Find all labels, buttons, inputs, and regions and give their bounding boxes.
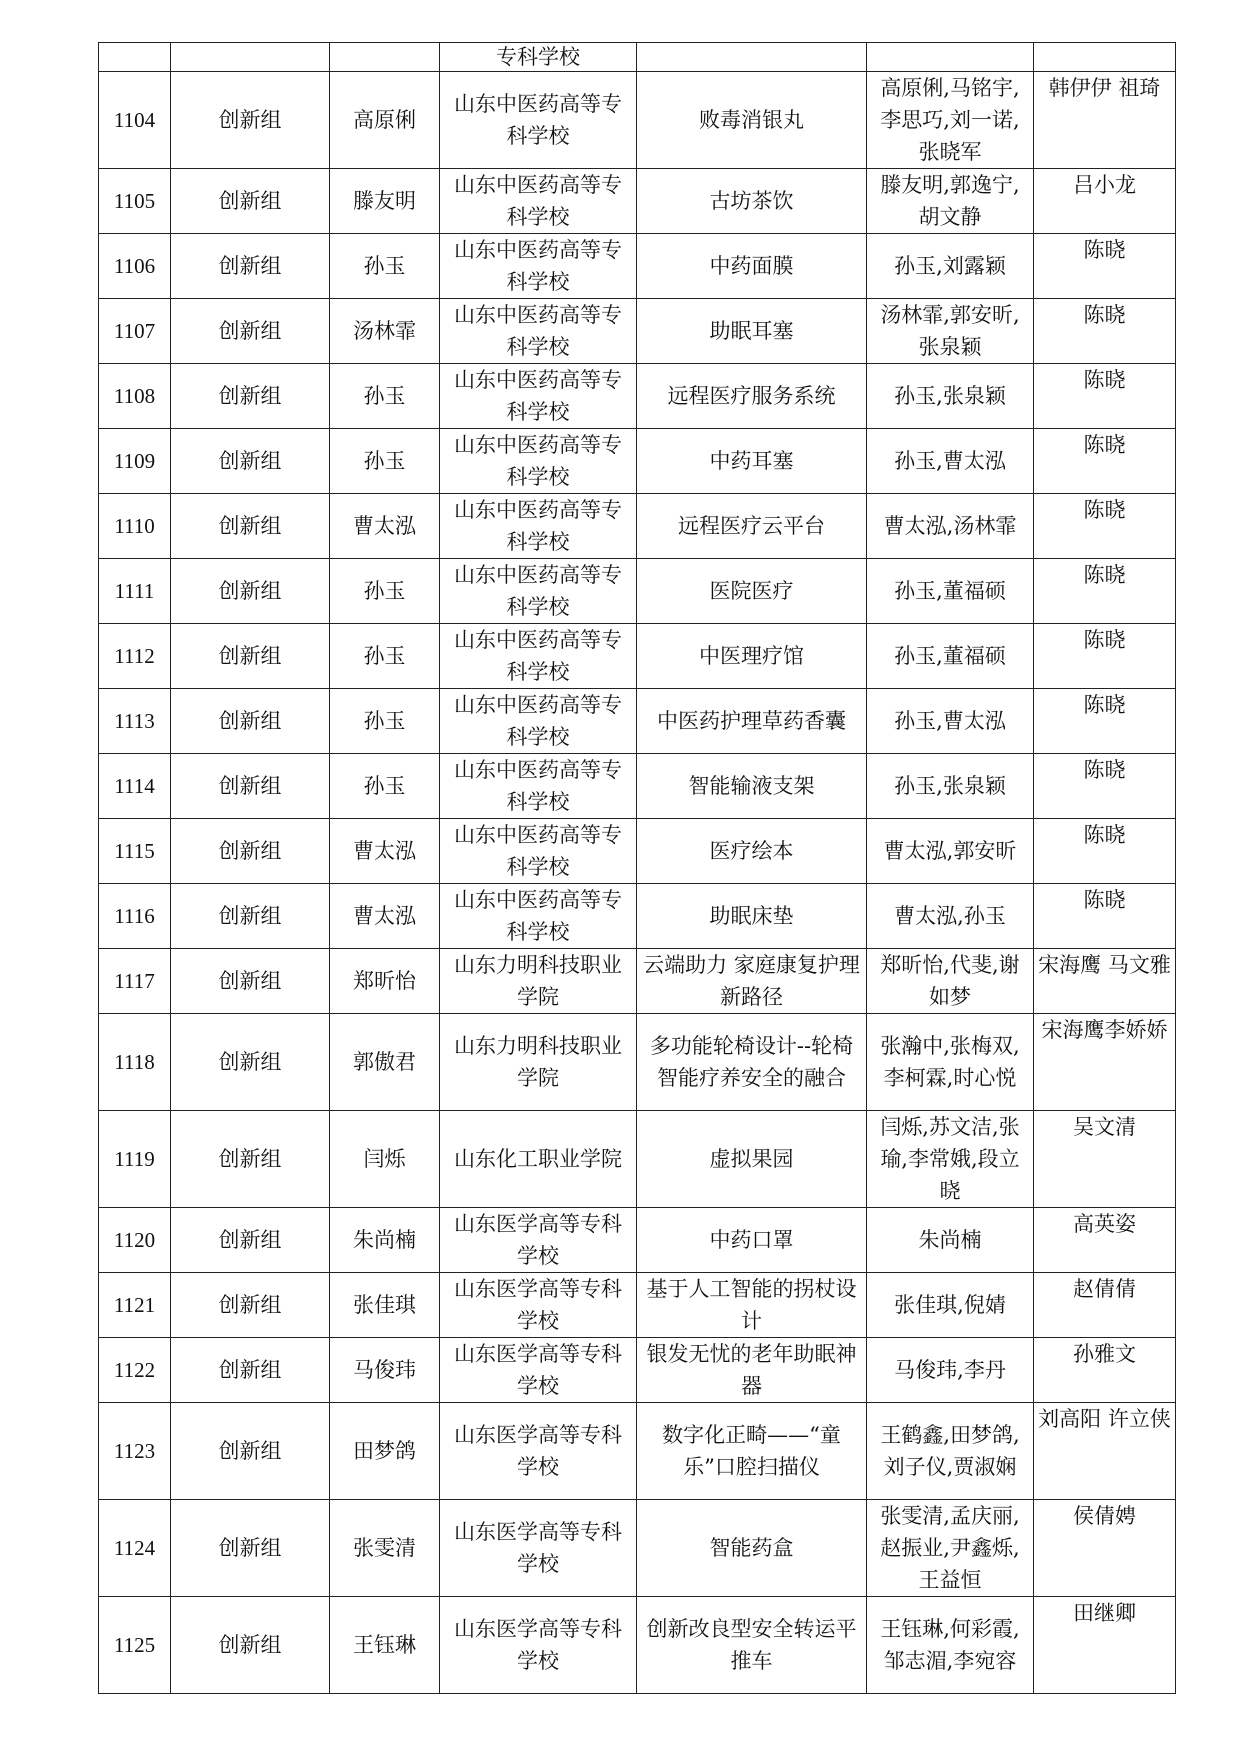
table-row	[99, 72, 1176, 169]
row-members-cell: 孙玉,董福硕	[867, 559, 1034, 624]
row-school-cell: 山东中医药高等专科学校	[440, 364, 637, 429]
row-id-cell: 1115	[99, 819, 171, 884]
row-project-cell: 多功能轮椅设计--轮椅智能疗养安全的融合	[637, 1014, 867, 1111]
row-project-cell: 创新改良型安全转运平推车	[637, 1597, 867, 1694]
row-project-cell: 败毒消银丸	[637, 72, 867, 169]
row-members-cell: 高原俐,马铭宇,李思巧,刘一诺,张晓军	[867, 72, 1034, 169]
row-leader-cell: 曹太泓	[330, 819, 440, 884]
row-mentor-cell: 陈晓	[1034, 364, 1176, 429]
row-mentor-cell: 陈晓	[1034, 299, 1176, 364]
row-school-cell: 山东中医药高等专科学校	[440, 169, 637, 234]
row-members-cell: 郑昕怡,代斐,谢如梦	[867, 949, 1034, 1014]
row-members-cell: 孙玉,董福硕	[867, 624, 1034, 689]
continued-leader-cell	[330, 43, 440, 72]
row-id-cell: 1118	[99, 1014, 171, 1111]
row-group-cell: 创新组	[171, 299, 330, 364]
row-leader-cell: 孙玉	[330, 624, 440, 689]
row-school-cell: 山东中医药高等专科学校	[440, 429, 637, 494]
row-id-cell: 1122	[99, 1338, 171, 1403]
table-row	[99, 234, 1176, 299]
row-school-cell: 山东医学高等专科学校	[440, 1273, 637, 1338]
row-id-cell: 1120	[99, 1208, 171, 1273]
row-school-cell: 山东中医药高等专科学校	[440, 754, 637, 819]
row-project-cell: 智能输液支架	[637, 754, 867, 819]
row-mentor-cell: 陈晓	[1034, 689, 1176, 754]
row-members-cell: 曹太泓,汤林霏	[867, 494, 1034, 559]
row-group-cell: 创新组	[171, 754, 330, 819]
row-school-cell: 山东医学高等专科学校	[440, 1597, 637, 1694]
table-row	[99, 299, 1176, 364]
row-id-cell: 1105	[99, 169, 171, 234]
row-leader-cell: 孙玉	[330, 429, 440, 494]
row-group-cell: 创新组	[171, 819, 330, 884]
table-row	[99, 364, 1176, 429]
table-row	[99, 1111, 1176, 1208]
row-mentor-cell: 吴文清	[1034, 1111, 1176, 1208]
row-mentor-cell: 孙雅文	[1034, 1338, 1176, 1403]
row-mentor-cell: 陈晓	[1034, 234, 1176, 299]
row-members-cell: 孙玉,刘露颖	[867, 234, 1034, 299]
row-group-cell: 创新组	[171, 1273, 330, 1338]
row-mentor-cell: 田继卿	[1034, 1597, 1176, 1694]
row-members-cell: 孙玉,张泉颖	[867, 754, 1034, 819]
row-id-cell: 1116	[99, 884, 171, 949]
continued-mentor-cell	[1034, 43, 1176, 72]
row-school-cell: 山东中医药高等专科学校	[440, 689, 637, 754]
row-mentor-cell: 陈晓	[1034, 819, 1176, 884]
row-group-cell: 创新组	[171, 72, 330, 169]
row-id-cell: 1108	[99, 364, 171, 429]
row-group-cell: 创新组	[171, 884, 330, 949]
continued-members-cell	[867, 43, 1034, 72]
row-school-cell: 山东中医药高等专科学校	[440, 624, 637, 689]
row-mentor-cell: 宋海鹰 马文雅	[1034, 949, 1176, 1014]
row-id-cell: 1104	[99, 72, 171, 169]
row-members-cell: 马俊玮,李丹	[867, 1338, 1034, 1403]
row-members-cell: 孙玉,曹太泓	[867, 429, 1034, 494]
row-leader-cell: 王钰琳	[330, 1597, 440, 1694]
row-group-cell: 创新组	[171, 234, 330, 299]
row-leader-cell: 滕友明	[330, 169, 440, 234]
row-group-cell: 创新组	[171, 624, 330, 689]
row-members-cell: 闫烁,苏文洁,张瑜,李常娥,段立晓	[867, 1111, 1034, 1208]
row-mentor-cell: 韩伊伊 祖琦	[1034, 72, 1176, 169]
row-mentor-cell: 刘高阳 许立侠	[1034, 1403, 1176, 1500]
row-id-cell: 1124	[99, 1500, 171, 1597]
row-members-cell: 王鹤鑫,田梦鸽,刘子仪,贾淑娴	[867, 1403, 1034, 1500]
row-leader-cell: 郭傲君	[330, 1014, 440, 1111]
table-row	[99, 1500, 1176, 1597]
row-group-cell: 创新组	[171, 1338, 330, 1403]
row-leader-cell: 孙玉	[330, 364, 440, 429]
row-school-cell: 山东中医药高等专科学校	[440, 494, 637, 559]
row-project-cell: 医疗绘本	[637, 819, 867, 884]
table-row	[99, 624, 1176, 689]
row-school-cell: 山东医学高等专科学校	[440, 1403, 637, 1500]
row-id-cell: 1119	[99, 1111, 171, 1208]
row-members-cell: 张佳琪,倪婧	[867, 1273, 1034, 1338]
row-leader-cell: 郑昕怡	[330, 949, 440, 1014]
table-row	[99, 884, 1176, 949]
row-project-cell: 云端助力 家庭康复护理新路径	[637, 949, 867, 1014]
row-members-cell: 汤林霏,郭安昕,张泉颖	[867, 299, 1034, 364]
row-school-cell: 山东中医药高等专科学校	[440, 234, 637, 299]
table-row	[99, 689, 1176, 754]
row-project-cell: 基于人工智能的拐杖设计	[637, 1273, 867, 1338]
row-id-cell: 1117	[99, 949, 171, 1014]
row-school-cell: 山东中医药高等专科学校	[440, 559, 637, 624]
row-project-cell: 远程医疗云平台	[637, 494, 867, 559]
row-members-cell: 张雯清,孟庆丽,赵振业,尹鑫烁,王益恒	[867, 1500, 1034, 1597]
row-id-cell: 1125	[99, 1597, 171, 1694]
row-school-cell: 山东中医药高等专科学校	[440, 72, 637, 169]
continued-group-cell	[171, 43, 330, 72]
table-row	[99, 494, 1176, 559]
row-mentor-cell: 陈晓	[1034, 884, 1176, 949]
row-project-cell: 银发无忧的老年助眠神器	[637, 1338, 867, 1403]
row-id-cell: 1110	[99, 494, 171, 559]
row-group-cell: 创新组	[171, 169, 330, 234]
row-leader-cell: 汤林霏	[330, 299, 440, 364]
table-row	[99, 819, 1176, 884]
table-row	[99, 169, 1176, 234]
row-id-cell: 1106	[99, 234, 171, 299]
row-project-cell: 助眠床垫	[637, 884, 867, 949]
row-mentor-cell: 陈晓	[1034, 429, 1176, 494]
table-row	[99, 1597, 1176, 1694]
row-project-cell: 远程医疗服务系统	[637, 364, 867, 429]
award-roster-table	[98, 42, 1176, 1694]
row-school-cell: 山东中医药高等专科学校	[440, 819, 637, 884]
row-group-cell: 创新组	[171, 1500, 330, 1597]
row-group-cell: 创新组	[171, 949, 330, 1014]
row-members-cell: 孙玉,张泉颖	[867, 364, 1034, 429]
row-project-cell: 助眠耳塞	[637, 299, 867, 364]
row-members-cell: 曹太泓,孙玉	[867, 884, 1034, 949]
row-leader-cell: 孙玉	[330, 689, 440, 754]
row-id-cell: 1123	[99, 1403, 171, 1500]
row-school-cell: 山东中医药高等专科学校	[440, 884, 637, 949]
row-mentor-cell: 吕小龙	[1034, 169, 1176, 234]
row-project-cell: 中医理疗馆	[637, 624, 867, 689]
row-project-cell: 中医药护理草药香囊	[637, 689, 867, 754]
table-row	[99, 949, 1176, 1014]
row-group-cell: 创新组	[171, 1111, 330, 1208]
row-mentor-cell: 陈晓	[1034, 559, 1176, 624]
table-row	[99, 754, 1176, 819]
row-mentor-cell: 宋海鹰李娇娇	[1034, 1014, 1176, 1111]
row-school-cell: 山东化工职业学院	[440, 1111, 637, 1208]
row-id-cell: 1114	[99, 754, 171, 819]
row-group-cell: 创新组	[171, 494, 330, 559]
row-members-cell: 王钰琳,何彩霞,邹志湄,李宛容	[867, 1597, 1034, 1694]
row-group-cell: 创新组	[171, 1208, 330, 1273]
row-id-cell: 1107	[99, 299, 171, 364]
row-leader-cell: 闫烁	[330, 1111, 440, 1208]
row-project-cell: 中药面膜	[637, 234, 867, 299]
row-leader-cell: 曹太泓	[330, 884, 440, 949]
row-leader-cell: 田梦鸽	[330, 1403, 440, 1500]
continued-id-cell	[99, 43, 171, 72]
row-group-cell: 创新组	[171, 1403, 330, 1500]
roster-body	[99, 43, 1176, 1694]
continued-school-cell: 专科学校	[440, 43, 637, 72]
row-mentor-cell: 赵倩倩	[1034, 1273, 1176, 1338]
table-row	[99, 1403, 1176, 1500]
row-school-cell: 山东医学高等专科学校	[440, 1208, 637, 1273]
row-mentor-cell: 陈晓	[1034, 494, 1176, 559]
continued-row	[99, 43, 1176, 72]
row-id-cell: 1113	[99, 689, 171, 754]
row-group-cell: 创新组	[171, 559, 330, 624]
row-school-cell: 山东医学高等专科学校	[440, 1338, 637, 1403]
row-mentor-cell: 陈晓	[1034, 624, 1176, 689]
row-leader-cell: 朱尚楠	[330, 1208, 440, 1273]
row-mentor-cell: 侯倩娉	[1034, 1500, 1176, 1597]
row-leader-cell: 孙玉	[330, 559, 440, 624]
row-leader-cell: 张佳琪	[330, 1273, 440, 1338]
row-members-cell: 张瀚中,张梅双,李柯霖,时心悦	[867, 1014, 1034, 1111]
row-leader-cell: 马俊玮	[330, 1338, 440, 1403]
table-row	[99, 1208, 1176, 1273]
row-leader-cell: 张雯清	[330, 1500, 440, 1597]
row-members-cell: 孙玉,曹太泓	[867, 689, 1034, 754]
row-group-cell: 创新组	[171, 364, 330, 429]
table-row	[99, 1338, 1176, 1403]
row-mentor-cell: 陈晓	[1034, 754, 1176, 819]
row-school-cell: 山东中医药高等专科学校	[440, 299, 637, 364]
row-leader-cell: 孙玉	[330, 754, 440, 819]
table-row	[99, 1273, 1176, 1338]
row-leader-cell: 孙玉	[330, 234, 440, 299]
row-project-cell: 中药耳塞	[637, 429, 867, 494]
row-id-cell: 1121	[99, 1273, 171, 1338]
row-id-cell: 1112	[99, 624, 171, 689]
row-project-cell: 古坊茶饮	[637, 169, 867, 234]
row-school-cell: 山东力明科技职业学院	[440, 1014, 637, 1111]
row-members-cell: 曹太泓,郭安昕	[867, 819, 1034, 884]
row-id-cell: 1111	[99, 559, 171, 624]
row-project-cell: 数字化正畸——“童乐”口腔扫描仪	[637, 1403, 867, 1500]
row-school-cell: 山东医学高等专科学校	[440, 1500, 637, 1597]
row-leader-cell: 曹太泓	[330, 494, 440, 559]
table-row	[99, 429, 1176, 494]
row-group-cell: 创新组	[171, 429, 330, 494]
table-row	[99, 1014, 1176, 1111]
row-group-cell: 创新组	[171, 1597, 330, 1694]
row-id-cell: 1109	[99, 429, 171, 494]
row-mentor-cell: 高英姿	[1034, 1208, 1176, 1273]
row-members-cell: 滕友明,郭逸宁,胡文静	[867, 169, 1034, 234]
row-members-cell: 朱尚楠	[867, 1208, 1034, 1273]
continued-project-cell	[637, 43, 867, 72]
row-group-cell: 创新组	[171, 1014, 330, 1111]
row-project-cell: 中药口罩	[637, 1208, 867, 1273]
table-row	[99, 559, 1176, 624]
row-school-cell: 山东力明科技职业学院	[440, 949, 637, 1014]
row-group-cell: 创新组	[171, 689, 330, 754]
row-project-cell: 医院医疗	[637, 559, 867, 624]
row-project-cell: 智能药盒	[637, 1500, 867, 1597]
row-project-cell: 虚拟果园	[637, 1111, 867, 1208]
row-leader-cell: 高原俐	[330, 72, 440, 169]
